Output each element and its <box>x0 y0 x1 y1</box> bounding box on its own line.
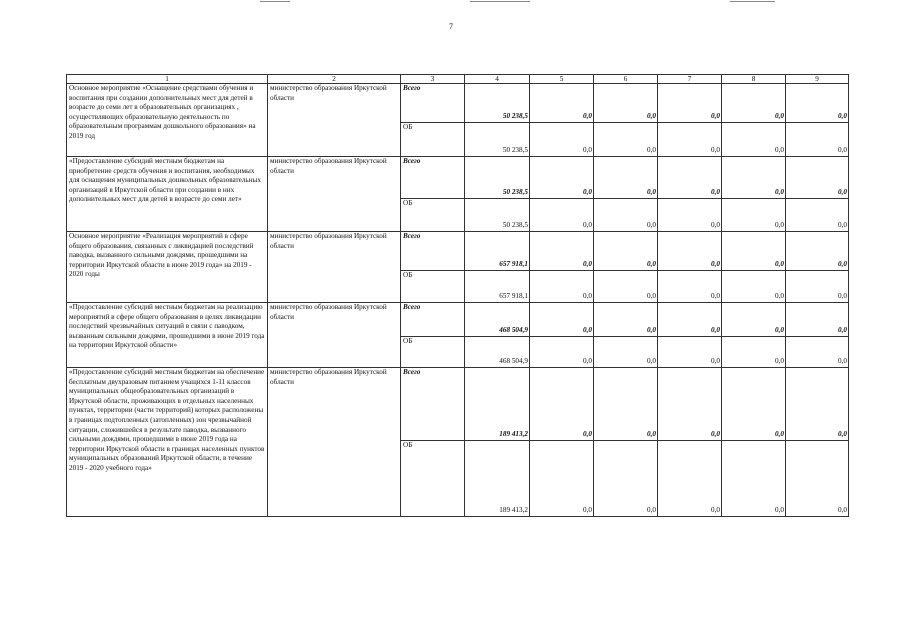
total-value: 0,0 <box>658 303 722 337</box>
total-value: 0,0 <box>594 157 658 199</box>
ob-value: 0,0 <box>530 441 594 517</box>
funding-total-label: Всего <box>401 157 465 199</box>
total-value: 50 238,5 <box>465 84 530 123</box>
ob-value: 0,0 <box>658 441 722 517</box>
activity-name: Основное мероприятие «Оснащение средствами обучения и воспитания при создании дополнительных мест для детей в возрасте до семи лет в образовательных организациях , осуществляющих образовательную деятельность по образовательным программам дошкольного образования» на 2019 год <box>67 84 268 157</box>
header-cell: 1 <box>67 75 268 84</box>
total-value: 0,0 <box>786 232 849 271</box>
total-value: 0,0 <box>786 303 849 337</box>
header-cell: 9 <box>786 75 849 84</box>
funding-ob-label: ОБ <box>401 337 465 368</box>
funding-ob-label: ОБ <box>401 271 465 303</box>
ob-value: 0,0 <box>594 271 658 303</box>
total-value: 0,0 <box>530 157 594 199</box>
activity-name: «Предоставление субсидий местным бюджетам на приобретение средств обучения и воспитания, необходимых для оснащения муниципальных дошкольных образовательных организаций в Иркутской области при создании в них дополнительных мест для детей в возрасте до семи лет» <box>67 157 268 232</box>
total-value: 0,0 <box>594 232 658 271</box>
total-value: 0,0 <box>722 84 786 123</box>
total-value: 0,0 <box>530 84 594 123</box>
page-number: 7 <box>449 22 453 31</box>
ob-value: 0,0 <box>658 271 722 303</box>
table-row-total <box>67 368 849 441</box>
executor: министерство образования Иркутской области <box>268 303 401 368</box>
ob-value: 0,0 <box>722 199 786 232</box>
budget-table <box>66 74 849 517</box>
ob-value: 0,0 <box>722 271 786 303</box>
header-cell: 3 <box>401 75 465 84</box>
scan-artifact <box>730 1 775 2</box>
funding-ob-label: ОБ <box>401 199 465 232</box>
executor: министерство образования Иркутской области <box>268 157 401 232</box>
total-value: 50 238,5 <box>465 157 530 199</box>
ob-value: 0,0 <box>594 123 658 157</box>
total-value: 0,0 <box>722 303 786 337</box>
funding-ob-label: ОБ <box>401 441 465 517</box>
ob-value: 0,0 <box>786 123 849 157</box>
header-cell: 5 <box>530 75 594 84</box>
total-value: 0,0 <box>594 84 658 123</box>
table-row-total <box>67 84 849 123</box>
ob-value: 189 413,2 <box>465 441 530 517</box>
header-cell: 6 <box>594 75 658 84</box>
funding-ob-label: ОБ <box>401 123 465 157</box>
activity-name: «Предоставление субсидий местным бюджетам на обеспечение бесплатным двухразовым питанием учащихся 1-11 классов муниципальных общеобразовательных организаций в Иркутской области, проживающих в отдельных населенных пунктах, территории (части территорий) которых расположены в границах подтопленных (затопленных) зон чрезвычайной ситуации, сложившейся в результате паводка, вызванного сильными дождями, прошедшими в июне 2019 года на территории Иркутской области в границах населенных пунктов муниципальных образований Иркутской области, в течение 2019 - 2020 учебного года» <box>67 368 268 517</box>
total-value: 0,0 <box>658 157 722 199</box>
ob-value: 0,0 <box>786 441 849 517</box>
total-value: 0,0 <box>722 232 786 271</box>
ob-value: 0,0 <box>594 199 658 232</box>
header-row <box>67 75 849 84</box>
table-row-total <box>67 232 849 271</box>
total-value: 0,0 <box>594 303 658 337</box>
ob-value: 468 504,9 <box>465 337 530 368</box>
table-row-total <box>67 157 849 199</box>
ob-value: 0,0 <box>530 123 594 157</box>
ob-value: 0,0 <box>722 441 786 517</box>
ob-value: 657 918,1 <box>465 271 530 303</box>
funding-total-label: Всего <box>401 303 465 337</box>
scan-artifact <box>470 1 530 2</box>
ob-value: 0,0 <box>658 199 722 232</box>
ob-value: 0,0 <box>594 337 658 368</box>
scan-artifact <box>260 1 290 2</box>
total-value: 0,0 <box>530 368 594 441</box>
total-value: 0,0 <box>658 368 722 441</box>
total-value: 657 918,1 <box>465 232 530 271</box>
total-value: 0,0 <box>658 232 722 271</box>
total-value: 0,0 <box>658 84 722 123</box>
ob-value: 0,0 <box>722 123 786 157</box>
ob-value: 0,0 <box>594 441 658 517</box>
header-cell: 8 <box>722 75 786 84</box>
header-cell: 2 <box>268 75 401 84</box>
total-value: 0,0 <box>530 232 594 271</box>
ob-value: 0,0 <box>530 199 594 232</box>
header-cell: 4 <box>465 75 530 84</box>
ob-value: 0,0 <box>658 337 722 368</box>
ob-value: 0,0 <box>530 337 594 368</box>
total-value: 468 504,9 <box>465 303 530 337</box>
executor: министерство образования Иркутской области <box>268 368 401 517</box>
table-row-total <box>67 303 849 337</box>
activity-name: «Предоставление субсидий местным бюджетам на реализацию мероприятий в сфере общего образования в целях ликвидации последствий чрезвычайных ситуаций в связи с паводком, вызванным сильными дождями, прошедшими в июне 2019 года на территории Иркутской области» <box>67 303 268 368</box>
activity-name: Основное мероприятие «Реализация мероприятий в сфере общего образования, связанных с ликвидацией последствий паводка, вызванного сильными дождями, прошедшими на территории Иркутской области в июне 2019 года» на 2019 - 2020 годы <box>67 232 268 303</box>
ob-value: 0,0 <box>658 123 722 157</box>
ob-value: 50 238,5 <box>465 199 530 232</box>
executor: министерство образования Иркутской области <box>268 232 401 303</box>
total-value: 189 413,2 <box>465 368 530 441</box>
ob-value: 0,0 <box>722 337 786 368</box>
total-value: 0,0 <box>594 368 658 441</box>
executor: министерство образования Иркутской области <box>268 84 401 157</box>
ob-value: 50 238,5 <box>465 123 530 157</box>
funding-total-label: Всего <box>401 232 465 271</box>
ob-value: 0,0 <box>786 271 849 303</box>
ob-value: 0,0 <box>530 271 594 303</box>
total-value: 0,0 <box>786 84 849 123</box>
total-value: 0,0 <box>786 368 849 441</box>
ob-value: 0,0 <box>786 199 849 232</box>
funding-total-label: Всего <box>401 84 465 123</box>
total-value: 0,0 <box>722 368 786 441</box>
total-value: 0,0 <box>786 157 849 199</box>
total-value: 0,0 <box>722 157 786 199</box>
total-value: 0,0 <box>530 303 594 337</box>
funding-total-label: Всего <box>401 368 465 441</box>
ob-value: 0,0 <box>786 337 849 368</box>
header-cell: 7 <box>658 75 722 84</box>
